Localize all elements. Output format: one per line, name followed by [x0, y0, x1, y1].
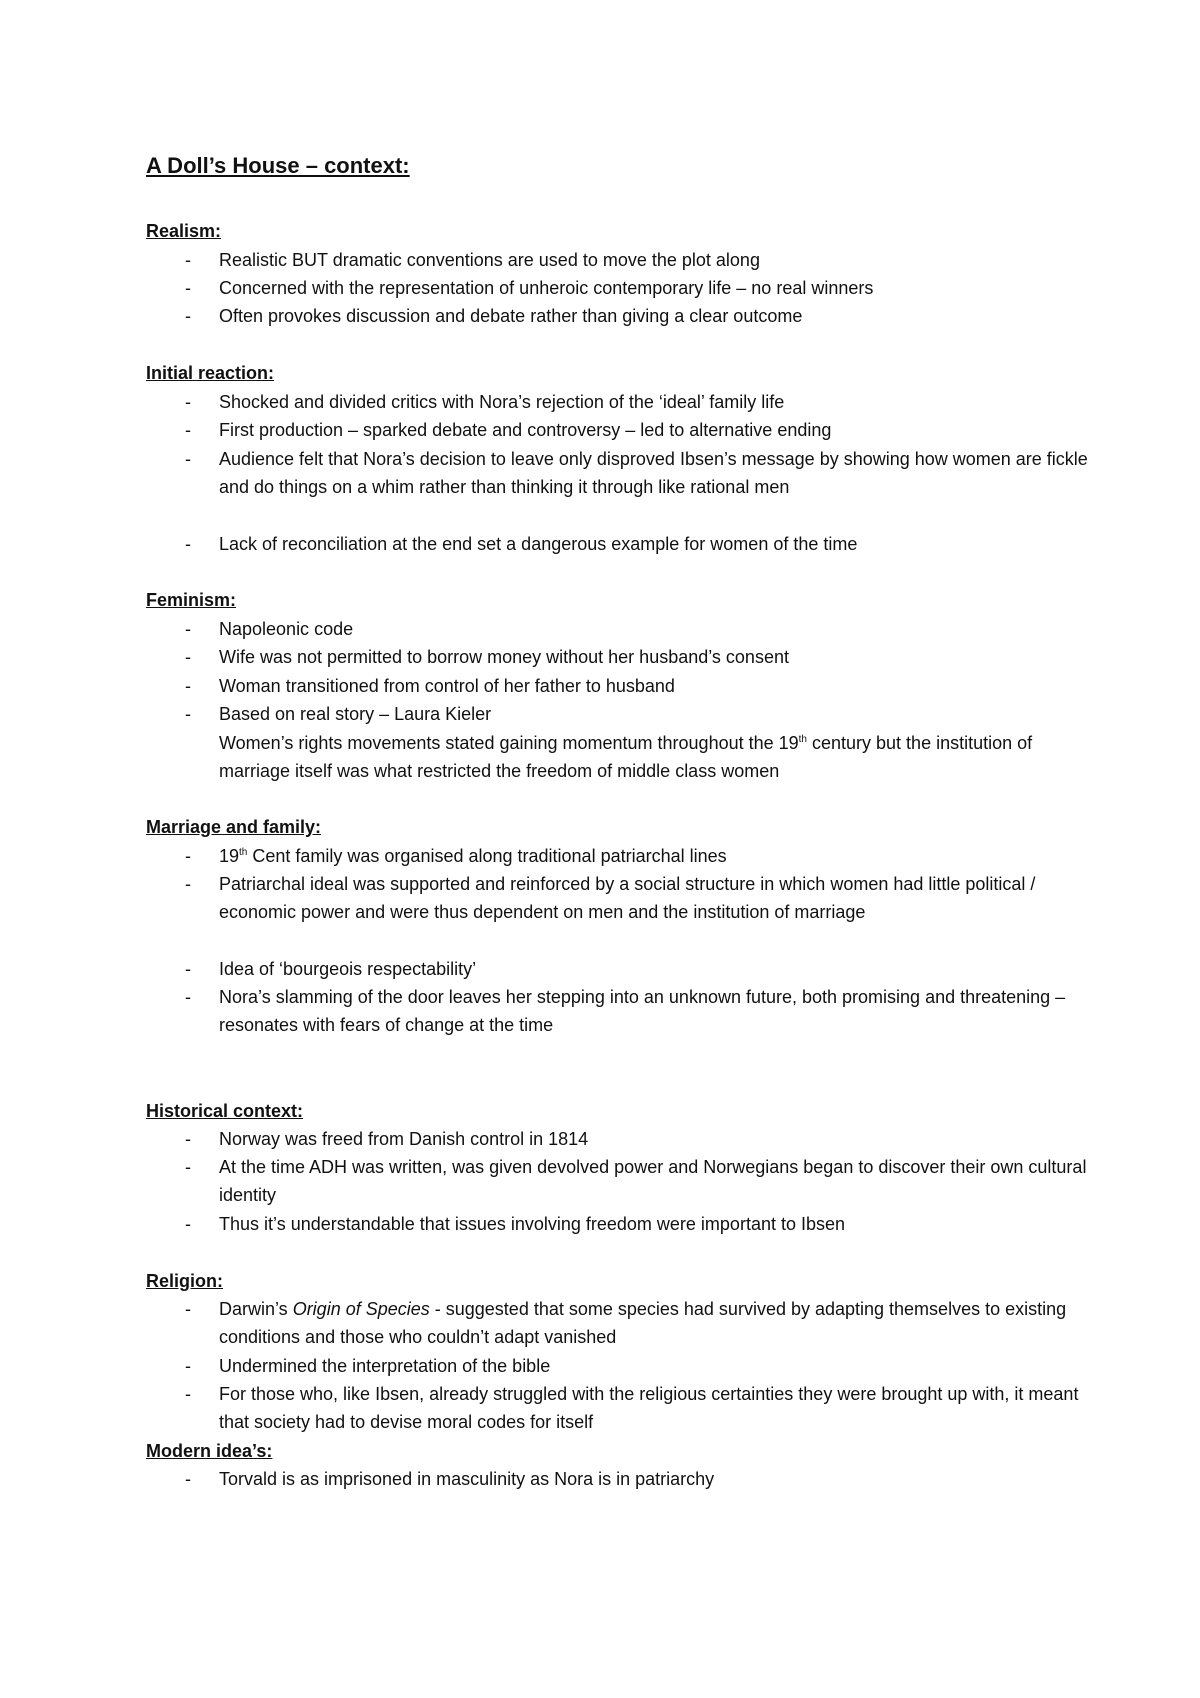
list-item — [185, 445, 1089, 502]
ordinal-suffix: th — [239, 847, 248, 858]
list-item — [185, 1352, 1089, 1380]
book-title: Origin of Species — [292, 1299, 430, 1319]
heading-modern-ideas: Modern idea’s: — [146, 1441, 273, 1461]
list-item — [185, 842, 1089, 870]
list-item — [185, 1380, 1089, 1437]
bullet-dash: - — [185, 704, 191, 724]
list-item — [185, 246, 1089, 274]
note-text: Women’s rights movements stated gaining momentum throughout the 19 — [219, 733, 799, 753]
heading-historical-context: Historical context: — [146, 1101, 304, 1121]
bullet-dash: - — [185, 420, 191, 440]
list-item-text: Napoleonic code — [219, 619, 354, 639]
bullet-dash: - — [185, 1299, 191, 1319]
list-item-text: Lack of reconciliation at the end set a dangerous example for women of the time — [219, 534, 858, 554]
list-item — [185, 643, 1089, 671]
list-item-text: Realistic BUT dramatic conventions are used to move the plot along — [219, 250, 760, 270]
list-item-text: - suggested that some species had survived by adapting themselves to existing conditions and those who couldn’t adapt vanished — [219, 1299, 1067, 1348]
list-item — [185, 302, 1089, 330]
list-item — [185, 1125, 1089, 1153]
list-item-text: Norway was freed from Danish control in 1814 — [219, 1129, 589, 1149]
list-item-text: Woman transitioned from control of her father to husband — [219, 676, 675, 696]
bullet-dash: - — [185, 449, 191, 469]
list-item-text: 19 — [219, 846, 240, 866]
list-item-text: Cent family was organised along traditional patriarchal lines — [247, 846, 727, 866]
list-item-text: Audience felt that Nora’s decision to leave only disproved Ibsen’s message by showing how women are fickle and do things on a whim rather than thinking it through like rational men — [219, 449, 1088, 498]
list-item — [185, 416, 1089, 444]
list-item-text: Darwin’s — [219, 1299, 293, 1319]
bullet-dash: - — [185, 534, 191, 554]
feminism-note — [219, 729, 1089, 786]
list-item — [185, 870, 1089, 927]
note-text: century but the institution of marriage itself was what restricted the freedom of middle class women — [219, 733, 1033, 782]
heading-religion: Religion: — [146, 1271, 223, 1291]
bullet-dash: - — [185, 1469, 191, 1489]
ordinal-suffix: th — [798, 734, 807, 745]
list-item-text: At the time ADH was written, was given devolved power and Norwegians began to discover their own cultural identity — [219, 1157, 1087, 1206]
bullet-dash: - — [185, 1157, 191, 1177]
bullet-dash: - — [185, 647, 191, 667]
document-title: A Doll’s House – context: — [146, 153, 410, 178]
bullet-dash: - — [185, 874, 191, 894]
bullet-dash: - — [185, 987, 191, 1007]
list-item — [185, 672, 1089, 700]
heading-initial-reaction: Initial reaction: — [146, 363, 275, 383]
list-item — [185, 1153, 1089, 1210]
list-item-text: Undermined the interpretation of the bible — [219, 1356, 551, 1376]
list-item — [185, 955, 1089, 983]
bullet-dash: - — [185, 306, 191, 326]
bullet-dash: - — [185, 278, 191, 298]
list-item — [185, 1465, 1089, 1493]
list-item — [185, 388, 1089, 416]
heading-realism: Realism: — [146, 221, 222, 241]
list-item-text: Patriarchal ideal was supported and reinforced by a social structure in which women had little political / economic power and were thus dependent on men and the institution of marriage — [219, 874, 1036, 923]
heading-feminism: Feminism: — [146, 590, 237, 610]
bullet-dash: - — [185, 1356, 191, 1376]
heading-marriage-family: Marriage and family: — [146, 817, 322, 837]
list-item-text: Thus it’s understandable that issues involving freedom were important to Ibsen — [219, 1214, 846, 1234]
list-item-text: Torvald is as imprisoned in masculinity as Nora is in patriarchy — [219, 1469, 715, 1489]
bullet-dash: - — [185, 1214, 191, 1234]
list-item — [185, 274, 1089, 302]
bullet-dash: - — [185, 1384, 191, 1404]
list-item-text: First production – sparked debate and controversy – led to alternative ending — [219, 420, 832, 440]
bullet-dash: - — [185, 846, 191, 866]
list-item — [185, 1295, 1089, 1352]
bullet-dash: - — [185, 676, 191, 696]
bullet-dash: - — [185, 250, 191, 270]
bullet-dash: - — [185, 1129, 191, 1149]
bullet-dash: - — [185, 959, 191, 979]
list-item — [185, 983, 1089, 1040]
list-item-text: Concerned with the representation of unheroic contemporary life – no real winners — [219, 278, 874, 298]
list-item-text: Often provokes discussion and debate rather than giving a clear outcome — [219, 306, 803, 326]
list-item — [185, 615, 1089, 643]
list-item-text: For those who, like Ibsen, already struggled with the religious certainties they were brought up with, it meant that society had to devise moral codes for itself — [219, 1384, 1079, 1433]
list-item — [185, 1210, 1089, 1238]
list-item-text: Based on real story – Laura Kieler — [219, 704, 492, 724]
list-item-text: Idea of ‘bourgeois respectability’ — [219, 959, 477, 979]
list-item-text: Wife was not permitted to borrow money without her husband’s consent — [219, 647, 789, 667]
bullet-dash: - — [185, 392, 191, 412]
bullet-dash: - — [185, 619, 191, 639]
list-item-text: Shocked and divided critics with Nora’s rejection of the ‘ideal’ family life — [219, 392, 785, 412]
list-item — [185, 530, 1089, 558]
list-item — [185, 700, 1089, 728]
list-item-text: Nora’s slamming of the door leaves her stepping into an unknown future, both promising and threatening – resonates with fears of change at the time — [219, 987, 1066, 1036]
